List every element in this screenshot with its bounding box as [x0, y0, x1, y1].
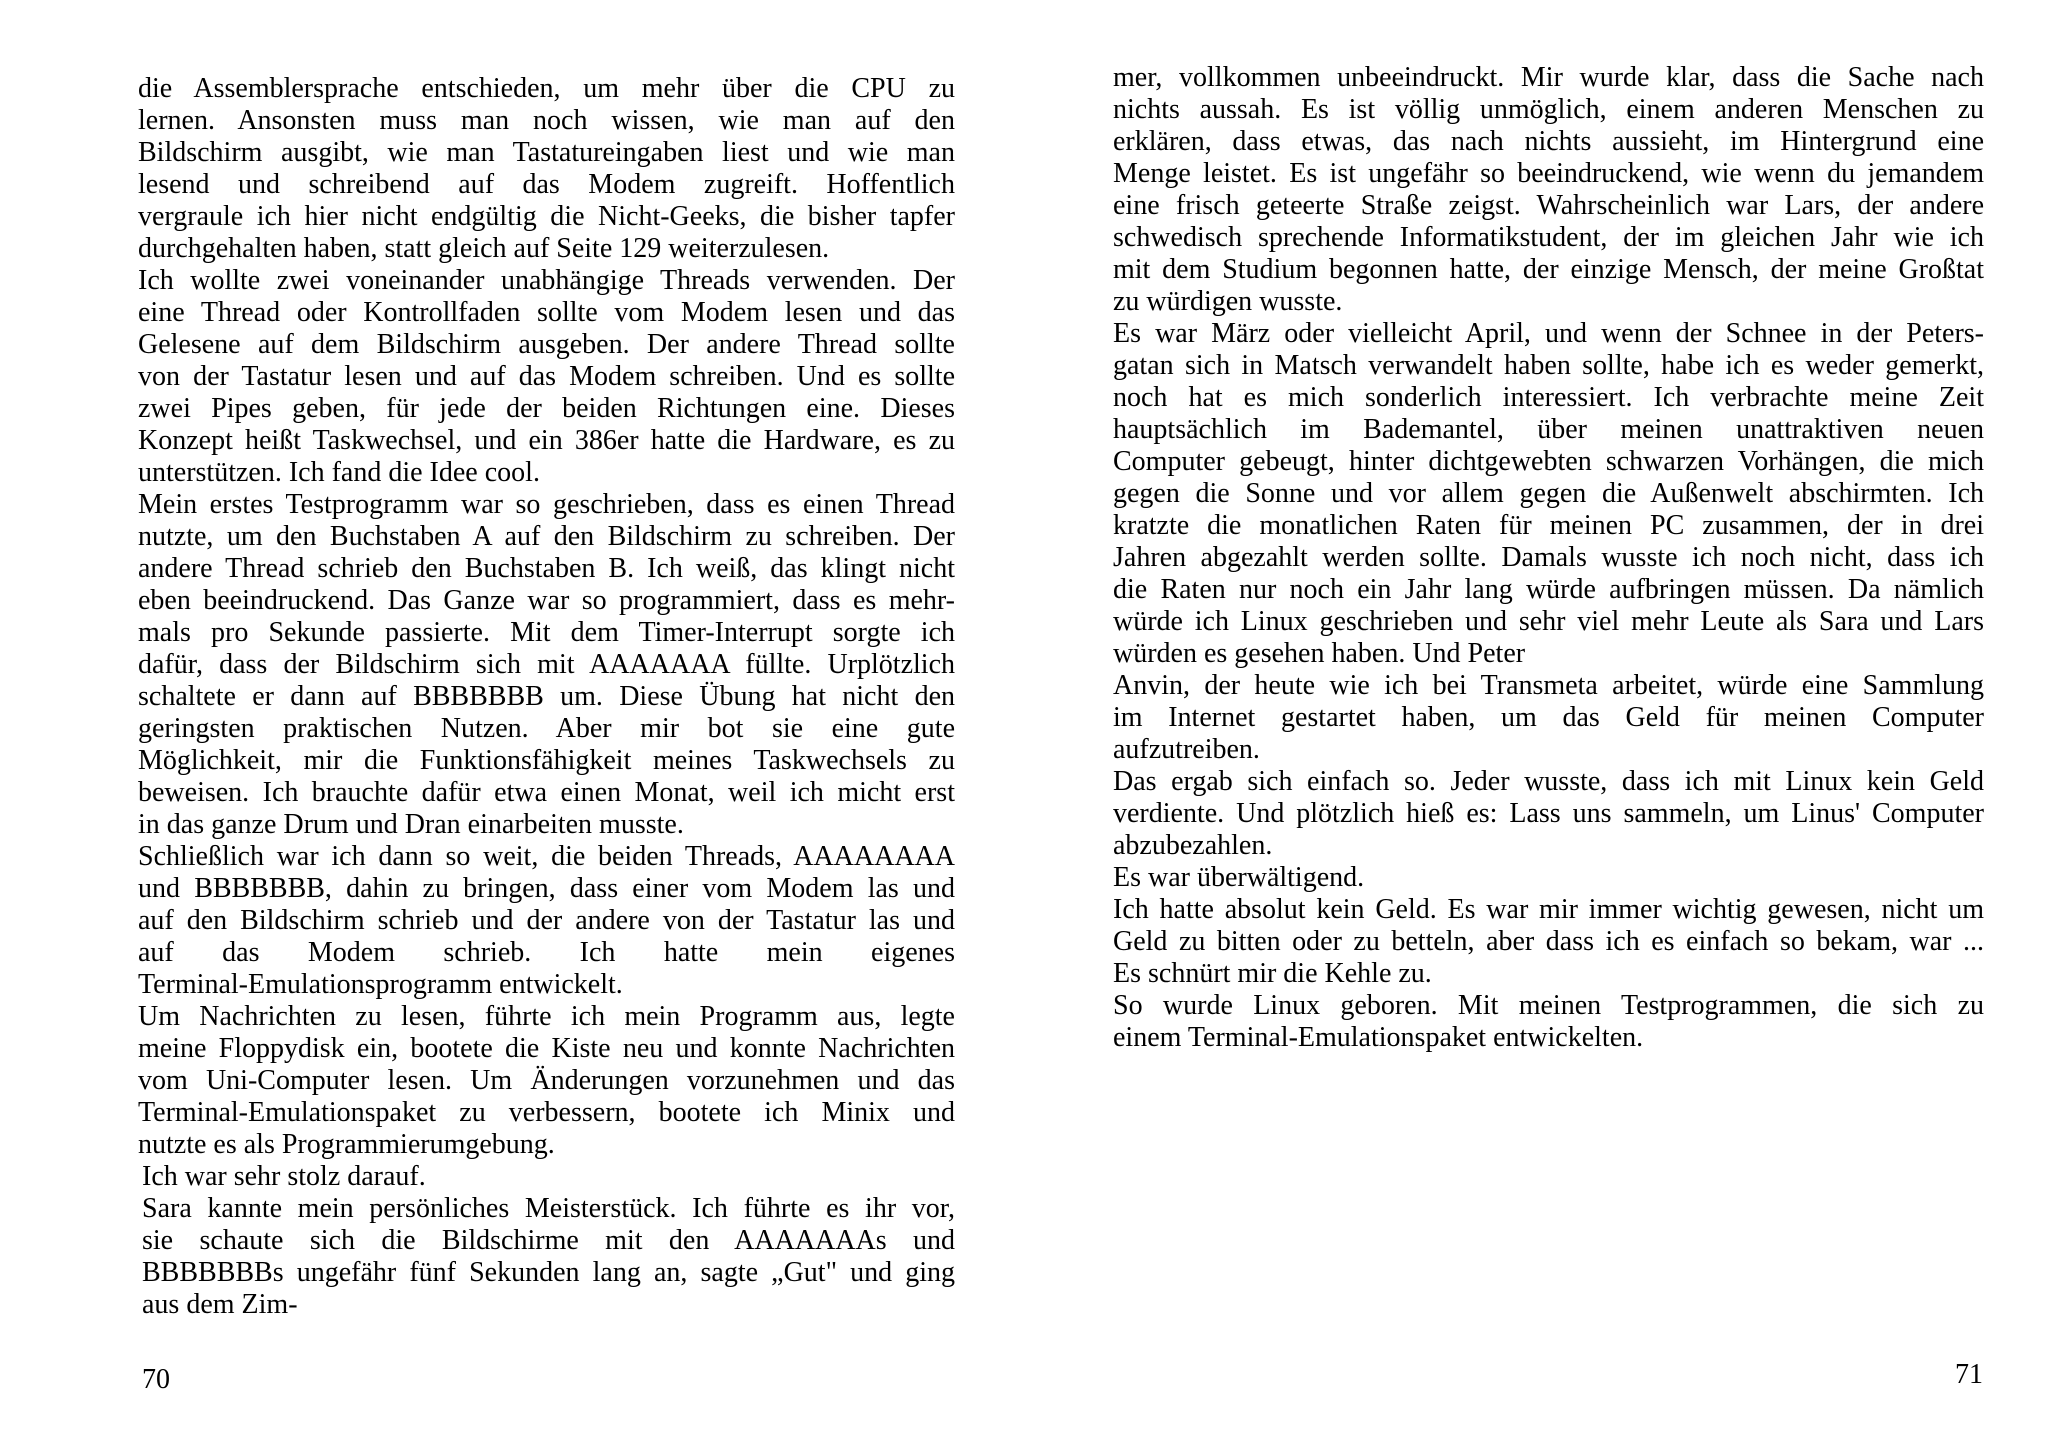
text-line: Terminal-Emulationspaket zu verbessern, bootete ich Minix und — [138, 1097, 955, 1128]
text-line: kratzte die monatlichen Raten für meinen PC zusammen, der in drei — [1113, 510, 1984, 541]
text-line: Bildschirm ausgibt, wie man Tastatureingaben liest und wie man — [138, 137, 955, 168]
text-line: andere Thread schrieb den Buchstaben B. Ich weiß, das klingt nicht — [138, 553, 955, 584]
text-line: Jahren abgezahlt werden sollte. Damals wusste ich noch nicht, dass ich — [1113, 542, 1984, 573]
text-line: eben beeindruckend. Das Ganze war so programmiert, dass es mehr- — [138, 585, 955, 616]
text-line: nichts aussah. Es ist völlig unmöglich, einem anderen Menschen zu — [1113, 94, 1984, 125]
text-line: noch hat es mich sonderlich interessiert. Ich verbrachte meine Zeit — [1113, 382, 1984, 413]
text-line: eine Thread oder Kontrollfaden sollte vom Modem lesen und das — [138, 297, 955, 328]
text-line: Anvin, der heute wie ich bei Transmeta arbeitet, würde eine Sammlung — [1113, 670, 1984, 701]
text-line: Möglichkeit, mir die Funktionsfähigkeit meines Taskwechsels zu — [138, 745, 955, 776]
text-line: Sara kannte mein persönliches Meisterstück. Ich führte es ihr vor, — [142, 1193, 955, 1224]
text-line: Um Nachrichten zu lesen, führte ich mein Programm aus, legte — [138, 1001, 955, 1032]
text-line: zu würdigen wusste. — [1113, 286, 1343, 317]
text-line: Ich wollte zwei voneinander unabhängige Threads verwenden. Der — [138, 265, 955, 296]
text-line: Ich war sehr stolz darauf. — [142, 1161, 426, 1192]
text-line: einem Terminal-Emulationspaket entwickelten. — [1113, 1022, 1644, 1053]
text-line: lernen. Ansonsten muss man noch wissen, wie man auf den — [138, 105, 955, 136]
text-line: Ich hatte absolut kein Geld. Es war mir immer wichtig gewesen, nicht um — [1113, 894, 1984, 925]
text-line: Geld zu bitten oder zu betteln, aber dass ich es einfach so bekam, war ... — [1113, 926, 1984, 957]
text-line: aufzutreiben. — [1113, 734, 1260, 765]
text-line: gegen die Sonne und vor allem gegen die Außenwelt abschirmten. Ich — [1113, 478, 1984, 509]
text-line: sie schaute sich die Bildschirme mit den AAAAAAAs und — [142, 1225, 955, 1256]
text-line: auf den Bildschirm schrieb und der andere von der Tastatur las und — [138, 905, 955, 936]
text-line: nutzte es als Programmierumgebung. — [138, 1129, 555, 1160]
text-line: dafür, dass der Bildschirm sich mit AAAAAAA füllte. Urplötzlich — [138, 649, 955, 680]
page-number: 70 — [142, 1364, 170, 1395]
text-line: Gelesene auf dem Bildschirm ausgeben. Der andere Thread sollte — [138, 329, 955, 360]
text-line: lesend und schreibend auf das Modem zugreift. Hoffentlich — [138, 169, 955, 200]
text-line: und BBBBBBB, dahin zu bringen, dass einer vom Modem las und — [138, 873, 955, 904]
text-line: Terminal-Emulationsprogramm entwickelt. — [138, 969, 623, 1000]
text-line: würde ich Linux geschrieben und sehr viel mehr Leute als Sara und Lars — [1113, 606, 1984, 637]
text-line: hauptsächlich im Bademantel, über meinen unattraktiven neuen — [1113, 414, 1984, 445]
text-line: nutzte, um den Buchstaben A auf den Bildschirm zu schreiben. Der — [138, 521, 955, 552]
text-line: Es war März oder vielleicht April, und wenn der Schnee in der Peters- — [1113, 318, 1984, 349]
text-line: vom Uni-Computer lesen. Um Änderungen vorzunehmen und das — [138, 1065, 955, 1096]
text-line: verdiente. Und plötzlich hieß es: Lass uns sammeln, um Linus' Computer — [1113, 798, 1984, 829]
text-line: unterstützen. Ich fand die Idee cool. — [138, 457, 540, 488]
text-line: Schließlich war ich dann so weit, die beiden Threads, AAAAAAAA — [138, 841, 955, 872]
text-line: die Raten nur noch ein Jahr lang würde aufbringen müssen. Da nämlich — [1113, 574, 1984, 605]
text-line: Es war überwältigend. — [1113, 862, 1365, 893]
right-page — [1113, 62, 1984, 1054]
text-line: erklären, dass etwas, das nach nichts aussieht, im Hintergrund eine — [1113, 126, 1984, 157]
text-line: aus dem Zim- — [142, 1289, 298, 1320]
text-line: abzubezahlen. — [1113, 830, 1273, 861]
text-line: Das ergab sich einfach so. Jeder wusste, dass ich mit Linux kein Geld — [1113, 766, 1984, 797]
text-line: meine Floppydisk ein, bootete die Kiste neu und konnte Nachrichten — [138, 1033, 955, 1064]
text-line: die Assemblersprache entschieden, um mehr über die CPU zu — [138, 73, 955, 104]
text-line: mit dem Studium begonnen hatte, der einzige Mensch, der meine Großtat — [1113, 254, 1984, 285]
text-line: schwedisch sprechende Informatikstudent, der im gleichen Jahr wie ich — [1113, 222, 1984, 253]
page-number: 71 — [1955, 1359, 1983, 1390]
text-line: in das ganze Drum und Dran einarbeiten musste. — [138, 809, 684, 840]
text-line: eine frisch geteerte Straße zeigst. Wahrscheinlich war Lars, der andere — [1113, 190, 1984, 221]
text-line: mer, vollkommen unbeeindruckt. Mir wurde klar, dass die Sache nach — [1113, 62, 1984, 93]
text-line: Konzept heißt Taskwechsel, und ein 386er hatte die Hardware, es zu — [138, 425, 955, 456]
text-line: Es schnürt mir die Kehle zu. — [1113, 958, 1432, 989]
text-line: gatan sich in Matsch verwandelt haben sollte, habe ich es weder gemerkt, — [1113, 350, 1984, 381]
text-line: geringsten praktischen Nutzen. Aber mir bot sie eine gute — [138, 713, 955, 744]
text-line: auf das Modem schrieb. Ich hatte mein eigenes — [138, 937, 955, 968]
text-line: beweisen. Ich brauchte dafür etwa einen Monat, weil ich micht erst — [138, 777, 955, 808]
text-line: schaltete er dann auf BBBBBBB um. Diese Übung hat nicht den — [138, 681, 955, 712]
text-line: Menge leistet. Es ist ungefähr so beeindruckend, wie wenn du jemandem — [1113, 158, 1984, 189]
text-line: von der Tastatur lesen und auf das Modem schreiben. Und es sollte — [138, 361, 955, 392]
text-line: Computer gebeugt, hinter dichtgewebten schwarzen Vorhängen, die mich — [1113, 446, 1984, 477]
text-line: zwei Pipes geben, für jede der beiden Richtungen eine. Dieses — [138, 393, 955, 424]
text-line: durchgehalten haben, statt gleich auf Seite 129 weiterzulesen. — [138, 233, 830, 264]
text-line: Mein erstes Testprogramm war so geschrieben, dass es einen Thread — [138, 489, 955, 520]
text-line: mals pro Sekunde passierte. Mit dem Timer-Interrupt sorgte ich — [138, 617, 955, 648]
text-line: vergraule ich hier nicht endgültig die Nicht-Geeks, die bisher tapfer — [138, 201, 955, 232]
text-line: BBBBBBBs ungefähr fünf Sekunden lang an, sagte „Gut" und ging — [142, 1257, 955, 1288]
text-line: im Internet gestartet haben, um das Geld für meinen Computer — [1113, 702, 1984, 733]
left-page — [138, 73, 955, 1321]
text-line: So wurde Linux geboren. Mit meinen Testprogrammen, die sich zu — [1113, 990, 1984, 1021]
text-line: würden es gesehen haben. Und Peter — [1113, 638, 1526, 669]
